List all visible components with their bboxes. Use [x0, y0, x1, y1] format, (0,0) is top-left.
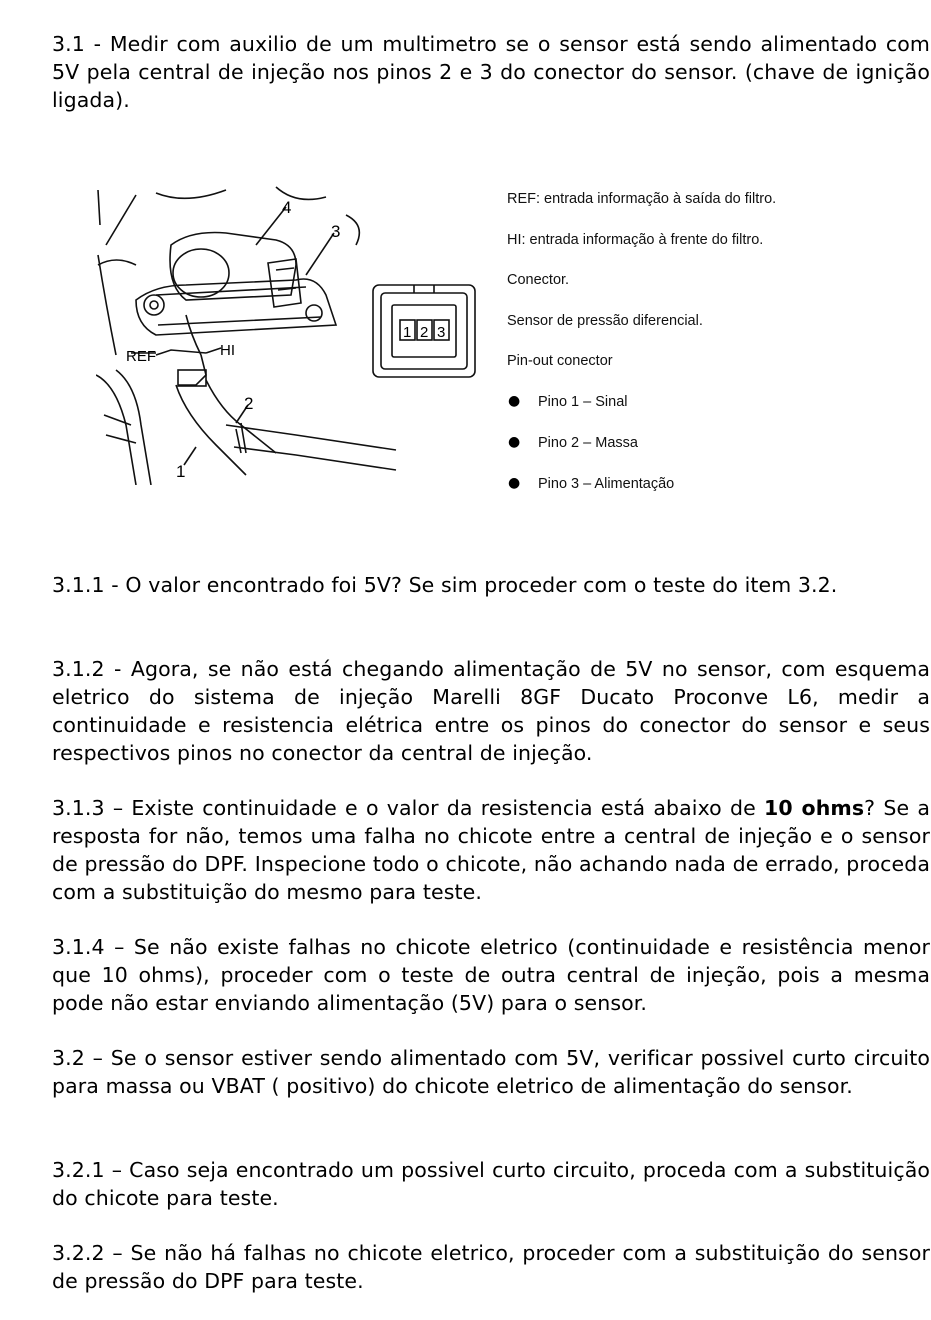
mount-bolt-left	[144, 295, 164, 315]
leader-3	[306, 233, 334, 275]
legend-hi: HI: entrada informação à frente do filtro.	[507, 232, 764, 248]
mount-bolt-right	[306, 305, 322, 321]
connector-pin-1: 1	[403, 324, 412, 341]
connector-pin-3: 3	[437, 324, 446, 341]
legend-pin-2: Pino 2 – Massa	[538, 435, 638, 451]
bullet-icon: ●	[508, 475, 521, 491]
legend-ref: REF: entrada informação à saída do filtro.	[507, 191, 777, 207]
paragraph-3-2-2: 3.2.2 – Se não há falhas no chicote eletrico, proceder com a substituição do sensor de pressão do DPF para teste.	[52, 1241, 930, 1293]
callout-3: 3	[331, 222, 341, 241]
bullet-icon: ●	[508, 434, 521, 450]
paragraph-3-1-3-bold: 10 ohms	[764, 796, 865, 820]
harness	[96, 370, 151, 485]
legend-sensor: Sensor de pressão diferencial.	[507, 313, 703, 329]
paragraph-3-1-2: 3.1.2 - Agora, se não está chegando alimentação de 5V no sensor, com esquema eletrico do sistema de injeção Marelli 8GF Ducato Proconve L6, medir a continuidade e resistencia elétrica entre os pinos do conector do sensor e seus respectivos pinos no conector da central de injeção.	[52, 657, 930, 765]
legend-pin-1: Pino 1 – Sinal	[538, 394, 628, 410]
legend-conector: Conector.	[507, 272, 570, 288]
connector-pin-2: 2	[420, 324, 429, 341]
callout-4: 4	[282, 198, 292, 217]
paragraph-3-1: 3.1 - Medir com auxilio de um multimetro se o sensor está sendo alimentado com 5V pela central de injeção nos pinos 2 e 3 do conector do sensor. (chave de ignição ligada).	[52, 32, 930, 112]
legend-pin-3: Pino 3 – Alimentação	[538, 476, 675, 492]
paragraph-3-2: 3.2 – Se o sensor estiver sendo alimentado com 5V, verificar possivel curto circuito para massa ou VBAT ( positivo) do chicote eletrico de alimentação do sensor.	[52, 1046, 930, 1098]
paragraph-3-2-1: 3.2.1 – Caso seja encontrado um possivel curto circuito, proceda com a substituição do chicote para teste.	[52, 1158, 930, 1210]
sensor-diagram	[96, 185, 486, 485]
paragraph-3-1-3	[52, 794, 930, 906]
sensor-body	[170, 233, 296, 301]
leader-1	[184, 447, 196, 465]
callout-ref: REF	[126, 348, 156, 365]
paragraph-3-1-1: 3.1.1 - O valor encontrado foi 5V? Se sim proceder com o teste do item 3.2.	[52, 573, 838, 597]
hose-2	[226, 425, 396, 470]
sensor-connector	[268, 259, 301, 307]
hose-1	[176, 380, 276, 475]
paragraph-3-1-3-text-b: ? Se a resposta for não, temos uma falha no chicote entre a central de injeção e o sensor de pressão do DPF. Inspecione todo o chicote, não achando nada de errado, proceda com a substituição do mesmo para teste.	[52, 796, 930, 904]
callout-hi: HI	[220, 342, 235, 359]
callout-1: 1	[176, 462, 186, 481]
callout-2: 2	[244, 394, 254, 413]
legend-pinout: Pin-out conector	[507, 353, 613, 369]
paragraph-3-1-4: 3.1.4 – Se não existe falhas no chicote eletrico (continuidade e resistência menor que 10 ohms), proceder com o teste de outra central de injeção, pois a mesma pode não estar enviando alimentação (5V) para o sensor.	[52, 935, 930, 1015]
paragraph-3-1-3-text-a: 3.1.3 – Existe continuidade e o valor da resistencia está abaixo de	[52, 796, 764, 820]
bullet-icon: ●	[508, 393, 521, 409]
leader-hi	[206, 348, 221, 353]
